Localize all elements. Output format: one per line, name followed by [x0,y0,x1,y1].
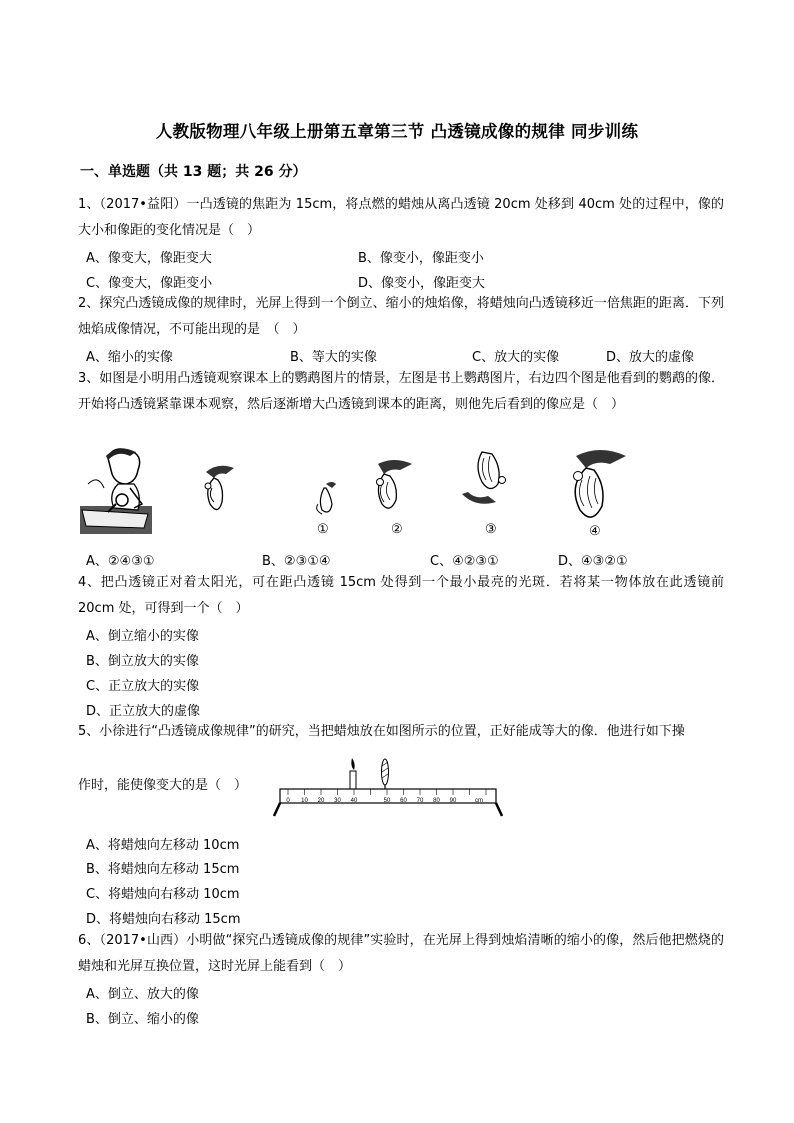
parrot-image-3 [462,452,506,504]
q1-option-d[interactable]: D、像变小，像距变大 [358,276,486,291]
optical-bench-figure [272,752,504,822]
candle-icon [350,758,356,789]
q3-option-d[interactable]: D、④③②① [558,554,628,569]
document-title: 人教版物理八年级上册第五章第三节 凸透镜成像的规律 同步训练 [155,122,639,141]
figure-label-3: ③ [485,521,497,536]
q5-option-a[interactable]: A、将蜡烛向左移动 10cm [86,838,240,853]
ruler-tick-70: 70 [416,798,424,804]
question-4-stem: 4、把凸透镜正对着太阳光，可在距凸透镜 15cm 处得到一个最小最亮的光斑．若将某一物体放在此透镜前 20cm 处，可得到一个（ ） [78,575,724,616]
ruler-unit: cm [475,798,483,804]
q2-option-d[interactable]: D、放大的虚像 [606,350,695,365]
q2-option-b[interactable]: B、等大的实像 [290,350,377,365]
q2-option-c[interactable]: C、放大的实像 [472,350,560,365]
lens-icon [382,759,389,789]
q4-option-c[interactable]: C、正立放大的实像 [86,679,200,694]
figure-label-4: ④ [589,523,601,538]
q1-option-a[interactable]: A、像变大，像距变大 [86,251,212,266]
parrot-image-4 [574,450,627,517]
q2-option-a[interactable]: A、缩小的实像 [86,350,173,365]
ruler-tick-30: 30 [334,798,341,804]
q6-option-a[interactable]: A、倒立、放大的像 [86,987,199,1002]
q1-option-c[interactable]: C、像变大，像距变小 [86,276,213,291]
ruler-tick-80: 80 [433,798,440,804]
section-heading: 一、单选题（共 13 题；共 26 分） [80,164,307,180]
q5-option-d[interactable]: D、将蜡烛向右移动 15cm [86,912,241,927]
q5-option-b[interactable]: B、将蜡烛向左移动 15cm [86,862,240,877]
question-5-stem-line1: 5、小徐进行“凸透镜成像规律”的研究，当把蜡烛放在如图所示的位置，正好能成等大的像．他进行如下操 [78,724,685,739]
q4-option-b[interactable]: B、倒立放大的实像 [86,654,199,669]
ruler-tick-10: 10 [301,798,308,804]
q4-option-d[interactable]: D、正立放大的虚像 [86,704,201,719]
boy-with-magnifier-illustration [80,449,152,534]
question-1-stem: 1、（2017•益阳）一凸透镜的焦距为 15cm，将点燃的蜡烛从离凸透镜 20cm 处移到 40cm 处的过程中，像的大小和像距的变化情况是（ ） [78,197,724,238]
question-5-stem-line2: 作时，能使像变大的是（ ） [78,778,248,793]
q6-option-b[interactable]: B、倒立、缩小的像 [86,1012,199,1027]
parrot-image-2 [377,460,413,508]
figure-label-1: ① [317,521,329,536]
q5-option-c[interactable]: C、将蜡烛向右移动 10cm [86,887,240,902]
q1-option-b[interactable]: B、像变小，像距变小 [358,251,484,266]
ruler-tick-60: 60 [400,798,407,804]
question-6-stem: 6、（2017•山西）小明做“探究凸透镜成像的规律”实验时，在光屏上得到烛焰清晰的缩小的像，然后他把燃烧的蜡烛和光屏互换位置，这时光屏上能看到（ ） [78,933,724,974]
ruler-tick-20: 20 [317,798,325,804]
question-2-stem: 2、探究凸透镜成像的规律时，光屏上得到一个倒立、缩小的烛焰像，将蜡烛向凸透镜移近一倍焦距的距离．下列烛焰成像情况，不可能出现的是 （ ） [78,296,724,337]
ruler-tick-50: 50 [383,798,391,804]
ruler-tick-0: 0 [286,798,290,804]
q3-option-c[interactable]: C、④②③① [430,554,499,569]
question-3-stem: 3、如图是小明用凸透镜观察课本上的鹦鹉图片的情景，左图是书上鹦鹉图片，右边四个图是他看到的鹦鹉的像．开始将凸透镜紧靠课本观察，然后逐渐增大凸透镜到课本的距离，则他先后看到的像应是（ ） [78,371,724,412]
parrot-figure [78,444,678,544]
parrot-original [205,466,234,510]
ruler-tick-90: 90 [449,798,457,804]
q3-option-b[interactable]: B、②③①④ [262,554,331,569]
q4-option-a[interactable]: A、倒立缩小的实像 [86,629,199,644]
ruler-tick-40: 40 [350,798,358,804]
parrot-image-1 [317,482,336,514]
q3-option-a[interactable]: A、②④③① [86,554,155,569]
figure-label-2: ② [391,521,403,536]
